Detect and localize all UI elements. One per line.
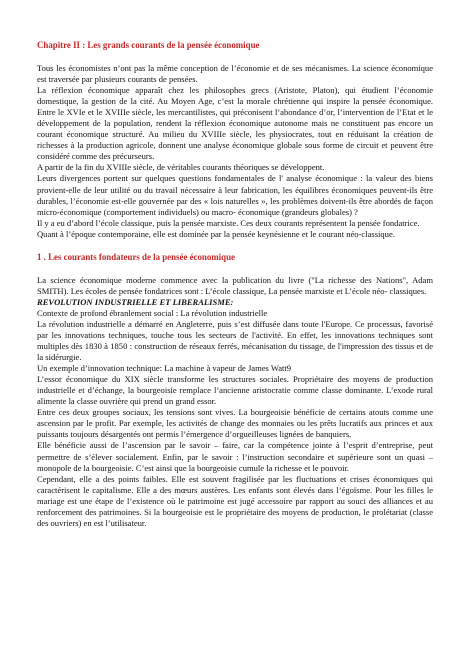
subsection-title: REVOLUTION INDUSTRIELLE ET LIBERALISME:: [37, 296, 234, 307]
context-line: Contexte de profond ébranlement social : La révolution industrielle: [37, 307, 268, 318]
intro-paragraph-2: La réflexion économique apparaît chez les philosophes grecs (Aristote, Platon), qui étudient l’économie domestique, la gestion de la cité. Au Moyen Age, c’est la morale chrétienne qui inspire la pensée économique. Entre le XVIe et le XVIIIe siècle, les mercantilistes, qui préconisent l’abondance d’or, l’intervention de l’Etat et le développement de la population, rendent la réflexion économique autonome mais ne constituent pas encore un courant économique structuré. Au milieu du XVIIIe siècle, les physiocrates, tout en réduisant la création de richesses à la production agricole, donnent une analyse économique globale sous forme de circuit et peuvent être considéré comme des précurseurs.: [37, 85, 433, 162]
intro-paragraph-5: Il y a eu d’abord l’école classique, puis la pensée marxiste. Ces deux courants représentent la pensée fondatrice.: [37, 217, 420, 228]
section-paragraph-1: La révolution industrielle a démarré en Angleterre, puis s’est diffusée dans toute l'Europe. Ce processus, favorisé par les innovations techniques, touche tous les secteurs de l'activité. En effet, les innovations techniques sont multiples dès 1830 à 1850 : construction de réseaux ferrés, mécanisation du tissage, de l'impression des tissus et de la sidérurgie.: [37, 318, 433, 363]
document-body: [37, 40, 433, 529]
section-title: 1 . Les courants fondateurs de la pensée économique: [37, 251, 235, 262]
section-intro: La science économique moderne commence avec la publication du livre ("La richesse des Nations", Adam SMITH). Les écoles de pensée fondatrices sont : L’école classique, La pensée marxiste et L’école néo- classiques.: [37, 274, 433, 296]
chapter-title: Chapitre II : Les grands courants de la pensée économique: [37, 40, 260, 50]
intro-paragraph-6: Quant à l’époque contemporaine, elle est dominée par la pensée keynésienne et le courant néo-classique.: [37, 228, 395, 239]
intro-paragraph-4: Leurs divergences portent sur quelques questions fondamentales de l' analyse économique : la valeur des biens provient-elle de leur utilité ou du travail nécessaire à leur fabrication, les équilibres économiques peuvent-ils être durables, l’économie est-elle gouvernée par des « lois naturelles », les problèmes doivent-ils être abordés de façon micro-économique (comportement individuels) ou macro- économique (grandeurs globales) ?: [37, 173, 433, 217]
section-paragraph-5: Elle bénéficie aussi de l’ascension par le savoir – faire, car la compétence jointe à l’esprit d’entreprise, peut permettre de s’élever socialement. Enfin, par le savoir : l’instruction secondaire et supérieure sont un quasi – monopole de la bourgeoisie. C’est ainsi que la bourgeoisie cumule la richesse et le pouvoir.: [37, 440, 433, 473]
section-paragraph-4: Entre ces deux groupes sociaux, les tensions sont vives. La bourgeoisie bénéficie de certains atouts comme une ascension par le profit. Par exemple, les activités de change des monnaies ou les prêts lucratifs aux princes et aux puissants toujours désargentés ont permis l’émergence d’orgueilleuses lignées de banquiers.: [37, 407, 433, 440]
intro-paragraph-1: Tous les économistes n’ont pas la même conception de l’économie et de ses mécanismes. La science économique est traversée par plusieurs courants de pensées.: [37, 63, 433, 85]
section-paragraph-3: L’essor économique du XIX siècle transforme les structures sociales. Propriétaire des moyens de production industrielle et d’échange, la bourgeoisie remplace l’ancienne aristocratie comme classe dominante. L’exode rural alimente la classe ouvrière qui prend un grand essor.: [37, 374, 433, 407]
section-paragraph-6: Cependant, elle a des points faibles. Elle est souvent fragilisée par les fluctuations et crises économiques qui caractérisent le capitalisme. Elle a des mœurs austères. Les enfants sont élevés dans l’égoïsme. Pour les filles le mariage est une étape de l’existence où le patrimoine est jugé accessoire par rapport au souci des alliances et au renforcement des patrimoines. Si la bourgeoisie est le propriétaire des moyens de production, le prolétariat (classe des ouvriers) en est l’utilisateur.: [37, 473, 433, 528]
intro-paragraph-3: A partir de la fin du XVIIIe siècle, de véritables courants théoriques se développent.: [37, 162, 325, 173]
section-paragraph-2: Un exemple d’innovation technique: La machine à vapeur de James Watt9: [37, 363, 292, 374]
